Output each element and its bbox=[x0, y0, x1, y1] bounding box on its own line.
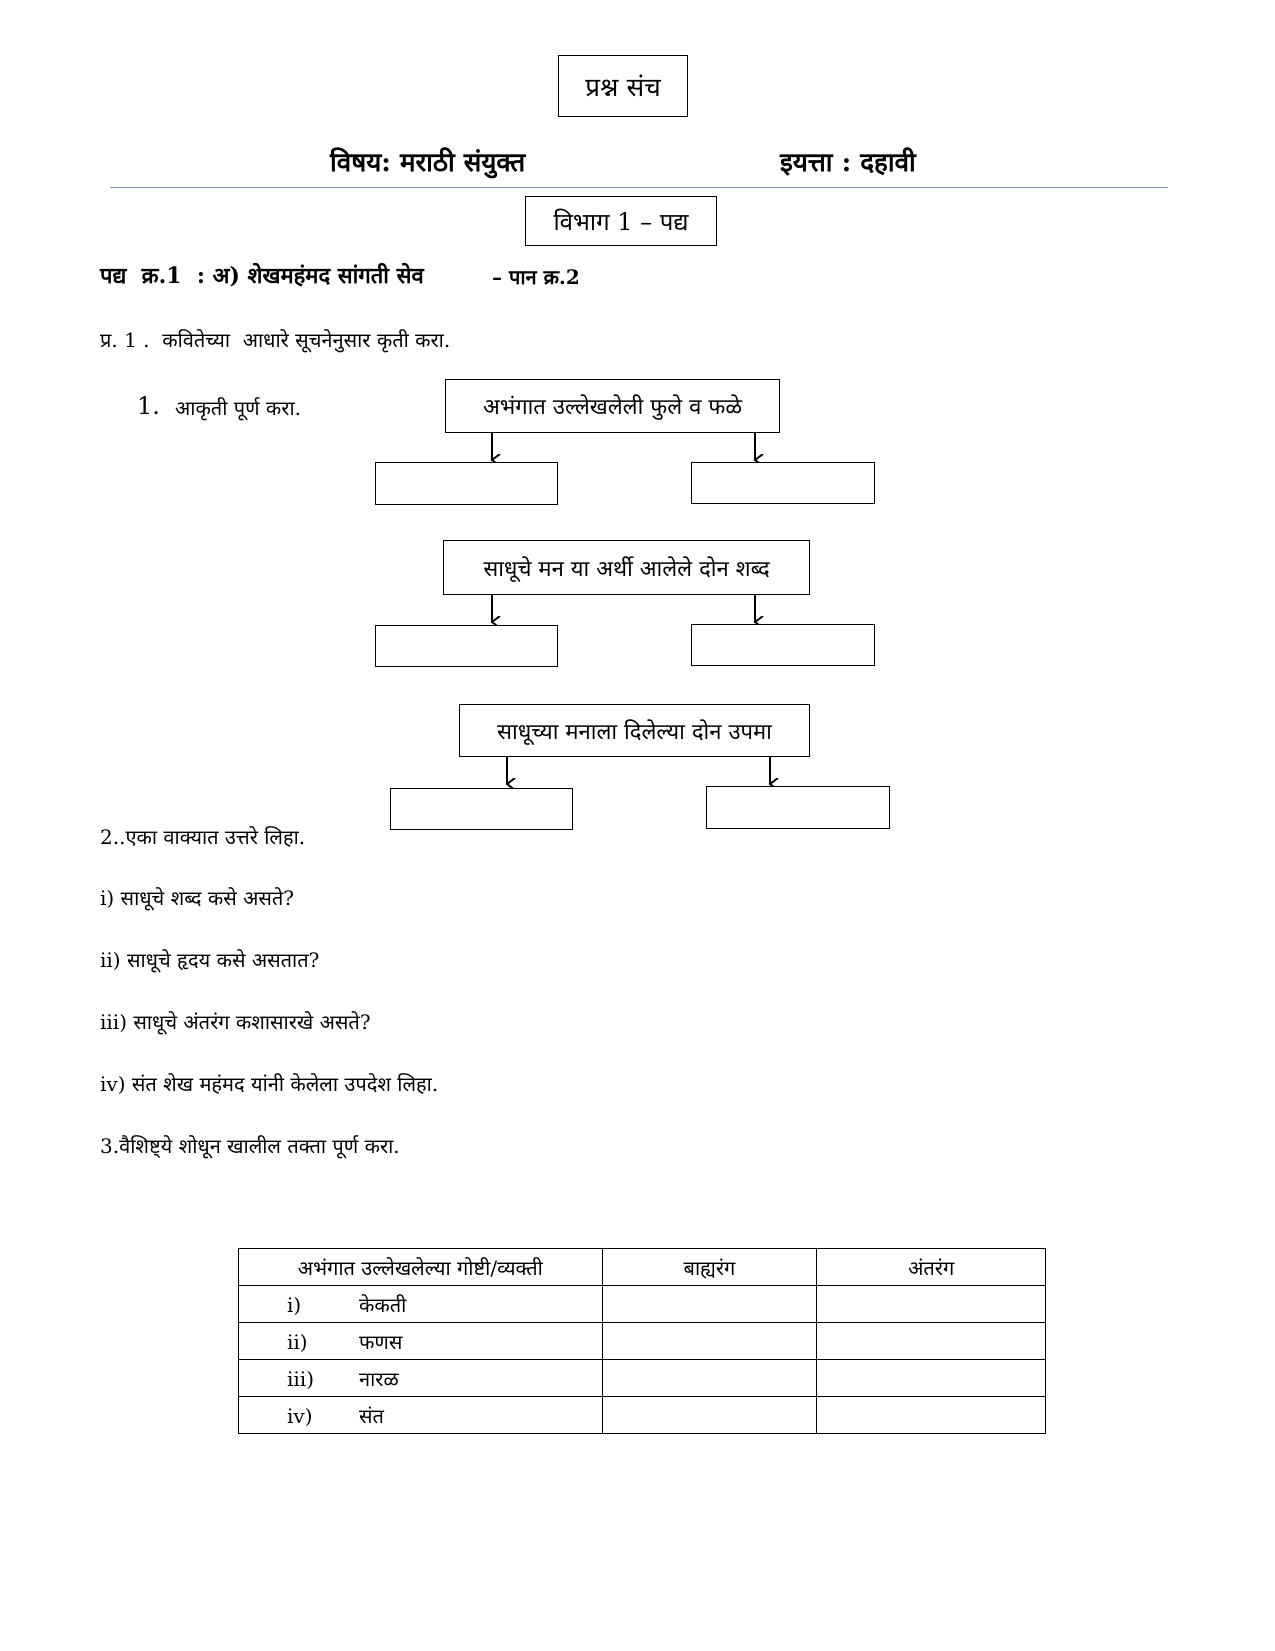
row-number: iv) bbox=[287, 1403, 313, 1428]
q2-question-1: i) साधूचे शब्द कसे असते? bbox=[100, 886, 295, 910]
row-item: फणस bbox=[359, 1329, 403, 1354]
table-row bbox=[239, 1397, 1046, 1434]
q2-question-4: iv) संत शेख महंमद यांनी केलेला उपदेश लिहा. bbox=[100, 1072, 439, 1096]
table-cell-item bbox=[239, 1397, 603, 1434]
row-number: i) bbox=[287, 1292, 302, 1317]
table-cell-outer[interactable] bbox=[602, 1323, 817, 1360]
section-heading-text: विभाग 1 – पद्य bbox=[553, 207, 689, 236]
grade-label: इयत्ता : दहावी bbox=[780, 148, 916, 178]
table-cell-inner[interactable] bbox=[817, 1286, 1046, 1323]
diagram-1-answer-left[interactable] bbox=[375, 462, 558, 505]
row-number: iii) bbox=[287, 1366, 314, 1391]
diagram-2-answer-right[interactable] bbox=[691, 624, 875, 666]
q2-question-3: iii) साधूचे अंतरंग कशासारखे असते? bbox=[100, 1010, 371, 1034]
diagram-3-text: साधूच्या मनाला दिलेल्या दोन उपमा bbox=[497, 719, 772, 745]
q1-instruction: प्र. 1 . कवितेच्या आधारे सूचनेनुसार कृती करा. bbox=[100, 328, 451, 352]
q2-question-2: ii) साधूचे हृदय कसे असतात? bbox=[100, 948, 320, 972]
table-header-inner: अंतरंग bbox=[817, 1249, 1046, 1286]
diagram-3-header bbox=[459, 704, 810, 757]
subject-label: विषय: मराठी संयुक्त bbox=[330, 148, 526, 178]
diagram-2-header bbox=[443, 540, 810, 595]
table-row bbox=[239, 1360, 1046, 1397]
diagram-2-text: साधूचे मन या अर्थी आलेले दोन शब्द bbox=[483, 556, 770, 582]
diagram-2-answer-left[interactable] bbox=[375, 625, 558, 667]
table-cell-item bbox=[239, 1286, 603, 1323]
q1-item-label: आकृती पूर्ण करा. bbox=[175, 396, 301, 420]
table-header-row bbox=[239, 1249, 1046, 1286]
diagram-1-header bbox=[445, 379, 780, 433]
row-item: केकती bbox=[359, 1292, 407, 1317]
table-header-items: अभंगात उल्लेखलेल्या गोष्टी/व्यक्ती bbox=[239, 1249, 603, 1286]
row-number: ii) bbox=[287, 1329, 308, 1354]
table-cell-inner[interactable] bbox=[817, 1360, 1046, 1397]
table-row bbox=[239, 1323, 1046, 1360]
diagram-3-answer-right[interactable] bbox=[706, 786, 890, 829]
poem-heading: पद्य क्र.1 : अ) शेखमहंमद सांगती सेव bbox=[100, 263, 424, 289]
table-row bbox=[239, 1286, 1046, 1323]
table-cell-outer[interactable] bbox=[602, 1286, 817, 1323]
table-cell-item bbox=[239, 1323, 603, 1360]
row-item: नारळ bbox=[359, 1366, 399, 1391]
q3-title: 3.वैशिष्ट्ये शोधून खालील तक्ता पूर्ण करा. bbox=[100, 1134, 400, 1158]
features-table bbox=[238, 1248, 1046, 1434]
table-cell-outer[interactable] bbox=[602, 1360, 817, 1397]
q2-title: 2..एका वाक्यात उत्तरे लिहा. bbox=[100, 825, 306, 849]
diagram-1-text: अभंगात उल्लेखलेली फुले व फळे bbox=[482, 395, 743, 420]
page-title-text: प्रश्न संच bbox=[585, 73, 661, 103]
table-cell-inner[interactable] bbox=[817, 1323, 1046, 1360]
diagram-3-answer-left[interactable] bbox=[390, 788, 573, 830]
diagram-1-answer-right[interactable] bbox=[691, 462, 875, 504]
q1-item-number: 1. bbox=[137, 392, 160, 420]
poem-page-ref: – पान क्र.2 bbox=[492, 265, 580, 289]
table-cell-inner[interactable] bbox=[817, 1397, 1046, 1434]
row-item: संत bbox=[359, 1403, 384, 1428]
table-cell-outer[interactable] bbox=[602, 1397, 817, 1434]
table-header-outer: बाह्यरंग bbox=[602, 1249, 817, 1286]
table-cell-item bbox=[239, 1360, 603, 1397]
